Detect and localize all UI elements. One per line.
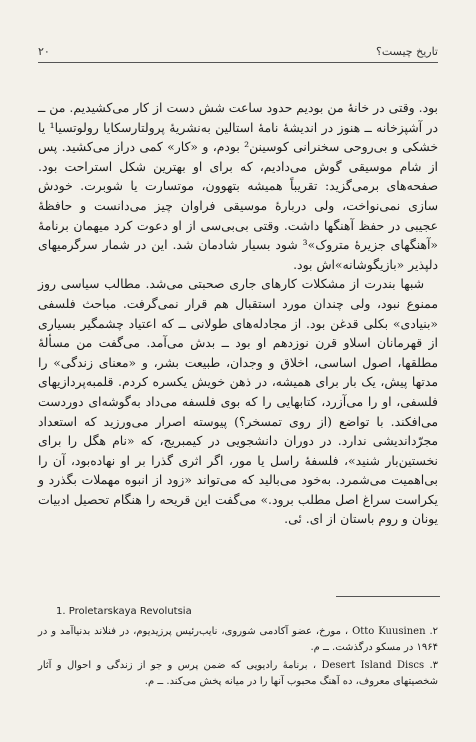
footnote-rule xyxy=(336,596,440,597)
footnote-3: ۳. Desert Island Discs ، برنامهٔ رادیویی که ضمن پرس و جو از زندگی و احوال و آثار شخصیتهای معروف، ده آهنگ محبوب آنها را در میانه پخش می‌کند. ــ م. xyxy=(38,660,439,687)
footnote-2: ۲. Otto Kuusinen ، مورخ، عضو آکادمی شوروی، نایب‌رئیس پرزیدیوم، در فنلاند بدنیاآمد و در ۱۹۶۴ در مسکو درگذشت. ــ م. xyxy=(38,626,439,653)
page-number: ۲۰ xyxy=(38,44,50,58)
main-text xyxy=(38,98,438,529)
running-title: تاریخ چیست؟ xyxy=(376,44,438,58)
footnotes xyxy=(38,604,438,692)
footnote-1: 1. Proletarskaya Revolutsia xyxy=(56,606,192,617)
paragraph: شبها بندرت از مشکلات کارهای جاری صحبتی می‌شد. مطالب سیاسی روز ممنوع نبود، ولی چندان مورد استقبال هم قرار نمی‌گرفت. مباحث فلسفی «بنیادی» بکلی قدغن بود. از مجادله‌های طولانی ــ که اعتیاد چشمگیر بسیاری از قهرمانان اسلاو قرن نوزدهم او بود ــ بدش می‌آمد. می‌گفت من مسألهٔ مطلقها، اصول اساسی، اخلاق و وجدان، طبیعت بشر، و «معنای زندگی» را مدتها پیش، یک بار برای همیشه، در ذهن خویش یکسره کردم. قلمبه‌پردازیهای فلسفی، او را می‌آزرد، کتابهایی را که بوی فلسفه می‌داد به‌گوشه‌ای دوردست می‌افکند. با تواضع (از روی تمسخر؟) پیوسته اصرار می‌ورزید که استعداد مجرّداندیشی ندارد. در دوران دانشجویی در کیمبریج، که «نام هگل را برای نخستین‌بار شنید»، فلسفهٔ راسل یا مور، اگر اثری گذرا بر او نهاده‌بود، آن را بی‌اهمیت می‌شمرد. به‌خود می‌بالید که می‌تواند «زود از انبوه مهملات بگذرد و یکراست سراغ اصل مطلب برود.» می‌گفت این قریحه را هنگام تحصیل ادبیات یونان و روم باستان از ای. ئی. xyxy=(38,276,438,527)
paragraph: بود. وقتی در خانهٔ من بودیم حدود ساعت شش دست از کار می‌کشیدیم. من ــ در آشپزخانه ــ هنوز در اندیشهٔ نامهٔ استالین به‌نشریهٔ پرولتارسکایا رولوتسیا¹ یا خشکی و بی‌روحی سخنرانی کوسینن² بودم، و «کار» کمی دراز می‌کشید. پس از شام موسیقی گوش می‌دادیم، که برای او بهترین شکل استراحت بود. صفحه‌های برمی‌گزید: تقریباً همیشه بتهوون، موتسارت یا شوبرت. خودش سازی نمی‌نواخت، ولی دربارهٔ موسیقی فراوان چیز می‌دانست و حافظهٔ عجیبی در حفظ آهنگها داشت. وقتی بی‌بی‌سی از او دعوت کرد میهمان برنامهٔ «آهنگهای جزیرهٔ متروک»³ شود بسیار شادمان شد. این در شمار سرگرمیهای دلپذیر «بازیگوشانه»اش بود. xyxy=(38,100,438,272)
page-header xyxy=(38,42,438,60)
header-rule xyxy=(38,62,438,63)
